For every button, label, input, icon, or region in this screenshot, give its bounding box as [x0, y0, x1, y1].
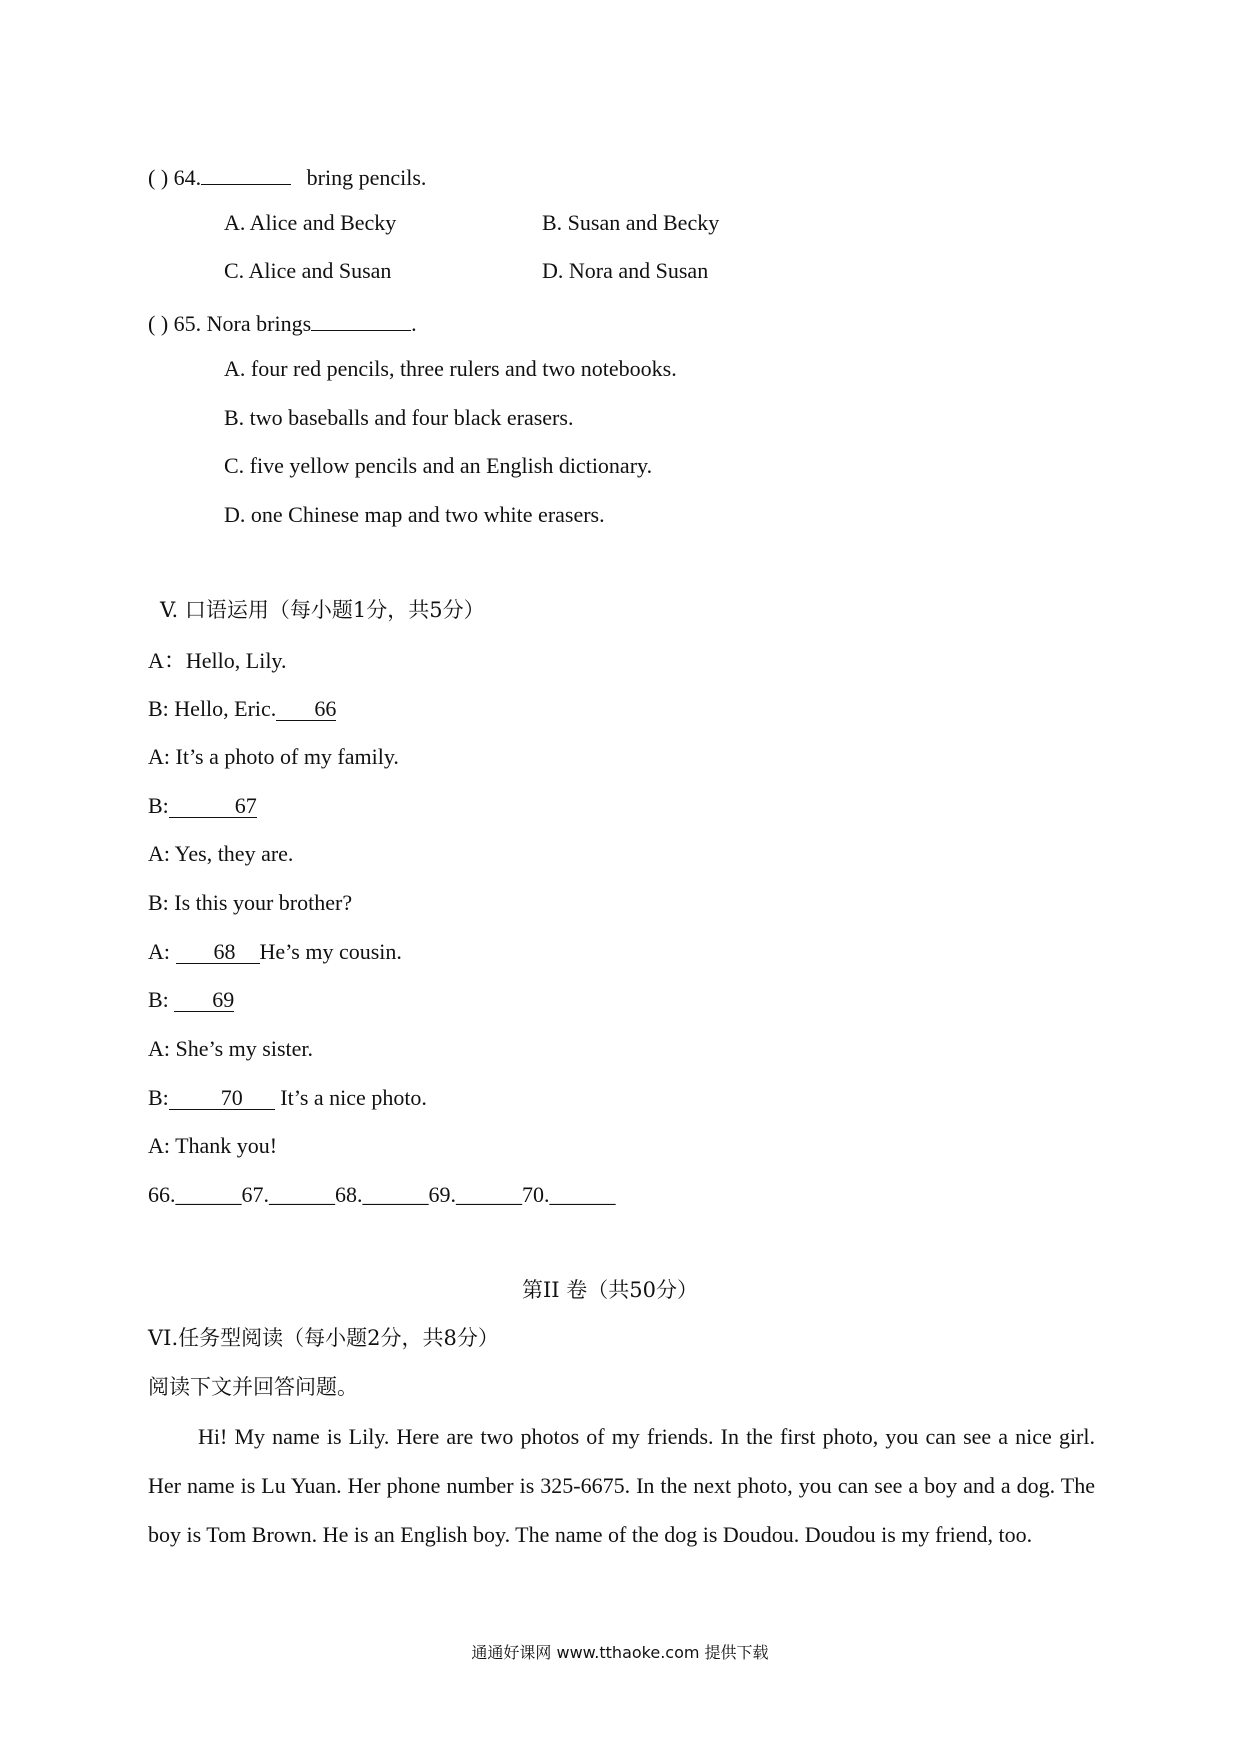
- answer-paren: ( ): [148, 165, 169, 190]
- dialogue-line: A: Yes, they are.: [148, 841, 294, 866]
- option-a: A. Alice and Becky: [224, 210, 397, 235]
- dialogue-line: A: 68 He’s my cousin.: [148, 939, 402, 964]
- question-stem: 65. Nora brings: [173, 311, 312, 336]
- answer-paren: ( ): [148, 311, 169, 336]
- option-c: C. five yellow pencils and an English dictionary.: [224, 453, 653, 478]
- question-stem: 64.: [173, 165, 202, 190]
- dialogue-line: B: 69: [148, 987, 235, 1012]
- option-d: D. one Chinese map and two white erasers.: [224, 502, 605, 527]
- dialogue-line: B: 67: [148, 793, 257, 818]
- option-b: B. Susan and Becky: [542, 210, 720, 235]
- answer-blank-70: 70: [169, 1087, 275, 1110]
- answer-blank-68: 68: [176, 941, 260, 964]
- option-c: C. Alice and Susan: [224, 258, 392, 283]
- option-a: A. four red pencils, three rulers and two notebooks.: [224, 356, 677, 381]
- dialogue-line: A: It’s a photo of my family.: [148, 744, 399, 769]
- reading-passage: [148, 1412, 1095, 1559]
- part-ii-title: 第II 卷（共50分）: [522, 1278, 698, 1302]
- answer-line: 66.______67.______68.______69.______70.______: [148, 1182, 616, 1207]
- option-b: B. two baseballs and four black erasers.: [224, 405, 574, 430]
- dialogue-line: A: Thank you!: [148, 1133, 278, 1158]
- dialogue-line: B: Hello, Eric. 66: [148, 696, 337, 721]
- answer-blank: [201, 164, 291, 185]
- question-stem-end: bring pencils.: [306, 165, 427, 190]
- dialogue-line: B: 70 It’s a nice photo.: [148, 1085, 427, 1110]
- section-vi-instruction: 阅读下文并回答问题。: [148, 1375, 358, 1399]
- section-vi-title: VI.任务型阅读（每小题2分，共8分）: [148, 1326, 499, 1350]
- dialogue-line: B: Is this your brother?: [148, 890, 353, 915]
- question-65: [148, 310, 417, 335]
- answer-blank-66: 66: [276, 698, 336, 721]
- footer-watermark: 通通好课网 www.tthaoke.com 提供下载: [471, 1643, 769, 1662]
- option-d: D. Nora and Susan: [542, 258, 709, 283]
- dialogue-line: A: She’s my sister.: [148, 1036, 314, 1061]
- section-v-title: V. 口语运用（每小题1分，共5分）: [160, 598, 485, 622]
- passage-text: Hi! My name is Lily. Here are two photos of my friends. In the first photo, you can see a nice girl. Her name is Lu Yuan. Her phone number is 325-6675. In the next photo, you can see a boy and a dog. The boy is Tom Brown. He is an English boy. The name of the dog is Doudou. Doudou is my friend, too.: [148, 1424, 1095, 1547]
- question-64: [148, 164, 426, 189]
- dialogue-line: A：Hello, Lily.: [148, 648, 287, 673]
- answer-blank-69: 69: [174, 989, 234, 1012]
- answer-blank: [311, 310, 411, 331]
- answer-blank-67: 67: [169, 795, 257, 818]
- question-stem-end: .: [411, 311, 417, 336]
